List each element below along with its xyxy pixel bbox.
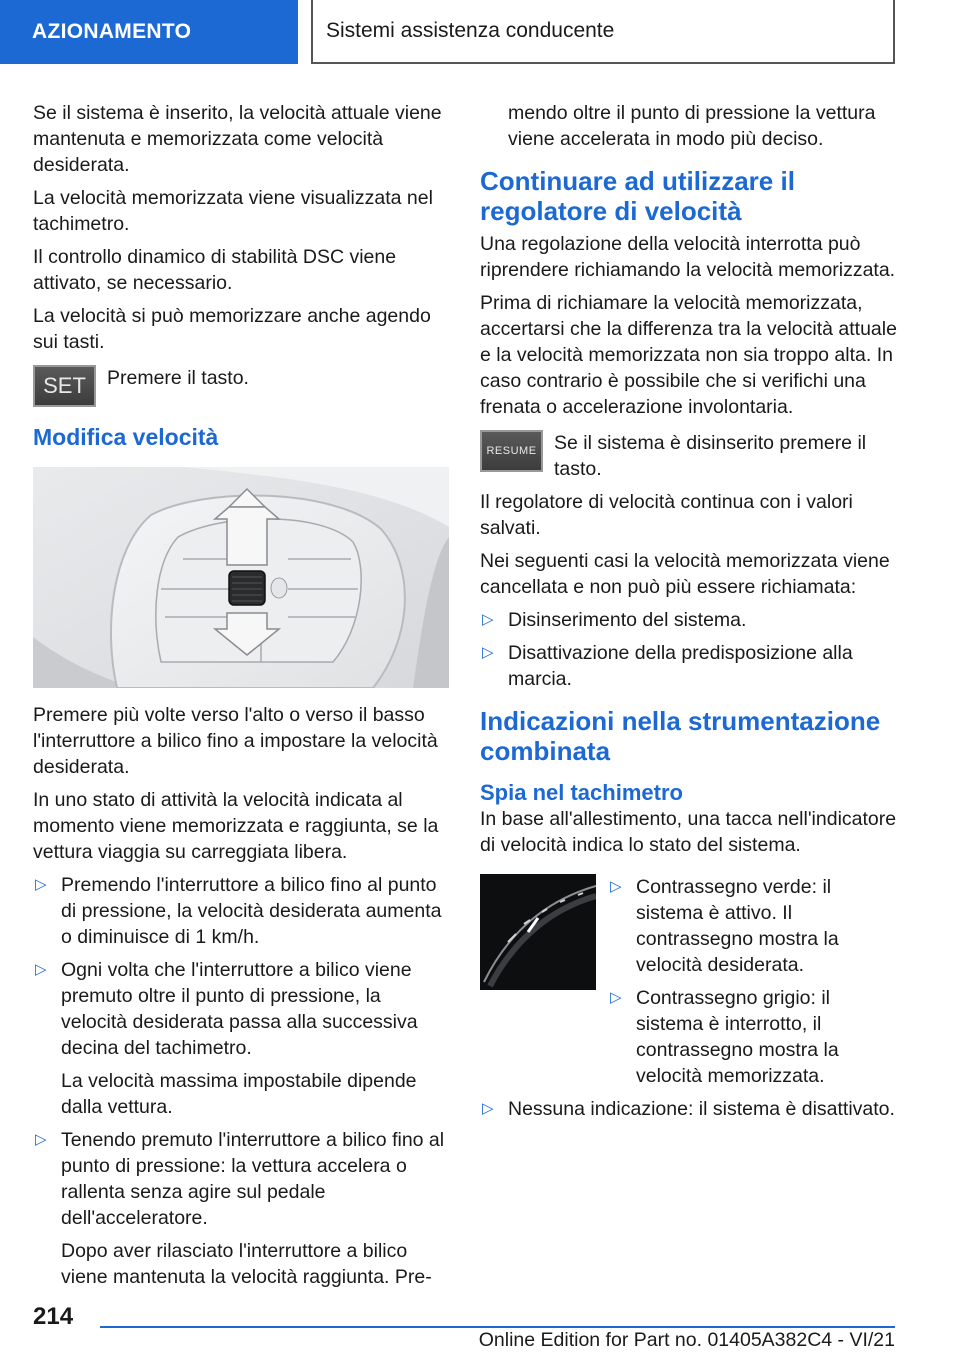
chapter-title: Sistemi assistenza conducente <box>311 0 895 64</box>
triangle-bullet-icon: ▷ <box>610 989 622 1006</box>
set-key-icon: SET <box>33 365 96 407</box>
speedometer-bullets <box>608 874 900 1096</box>
section-tab: AZIONAMENTO <box>0 0 298 64</box>
continued-paragraph: mendo oltre il punto di pressione la vettura viene accelerata in modo più deciso. <box>508 102 876 150</box>
resume-key-text: Se il sistema è disinserito premere il tasto. <box>554 432 867 480</box>
list-item <box>33 1127 449 1290</box>
paragraph: Una regolazione della velocità interrotta può riprendere richiamando la velocità memorizzata. <box>480 233 896 281</box>
list-item <box>33 872 449 950</box>
list-item-note: La velocità massima impostabile dipende dalla vettura. <box>61 1070 417 1118</box>
triangle-bullet-icon: ▷ <box>482 644 494 661</box>
footer-divider <box>100 1326 895 1328</box>
speedometer-row <box>480 874 900 1096</box>
triangle-bullet-icon: ▷ <box>482 1100 494 1117</box>
list-item-text: Tenendo premuto l'interruttore a bilico fino al punto di pressione: la vettura accelera o rallenta senza agire sul pedale dell'acceleratore. <box>61 1129 445 1229</box>
section-heading: Indicazioni nella strumentazione combinata <box>480 706 881 766</box>
paragraph: La velocità si può memorizzare anche agendo sui tasti. <box>33 305 431 353</box>
paragraph: Premere più volte verso l'alto o verso il basso l'interruttore a bilico fino a impostare la velocità desiderata. <box>33 704 438 778</box>
list-item-text: Ogni volta che l'interruttore a bilico viene premuto oltre il punto di pressione, la velocità desiderata passa alla successiva decina del tachimetro. <box>61 959 418 1059</box>
list-item <box>480 640 900 692</box>
page-number: 214 <box>33 1303 74 1330</box>
right-column <box>480 100 900 1129</box>
list-item-text: Contrassegno verde: il sistema è attivo. Il contrassegno mostra la velocità desiderata. <box>636 876 839 976</box>
paragraph: Se il sistema è inserito, la velocità attuale viene mantenuta e memorizzata come velocità desiderata. <box>33 102 442 176</box>
subsection-heading: Spia nel tachimetro <box>480 780 683 805</box>
set-key-text: Premere il tasto. <box>107 367 249 389</box>
paragraph: La velocità memorizzata viene visualizzata nel tachimetro. <box>33 187 433 235</box>
left-column <box>33 100 449 1297</box>
list-item <box>480 607 900 633</box>
speedometer-mark-image <box>480 874 596 990</box>
paragraph: In base all'allestimento, una tacca nell'indicatore di velocità indica lo stato del sistema. <box>480 808 897 856</box>
continued-text <box>480 100 900 152</box>
list-item-text: Contrassegno grigio: il sistema è interrotto, il contrassegno mostra la velocità memorizzata. <box>636 987 839 1087</box>
list-item-text: Premendo l'interruttore a bilico fino al punto di pressione, la velocità desiderata aumenta o diminuisce di 1 km/h. <box>61 874 442 948</box>
paragraph: Il controllo dinamico di stabilità DSC viene attivato, se necessario. <box>33 246 397 294</box>
section-heading: Modifica velocità <box>33 424 219 450</box>
paragraph: In uno stato di attività la velocità indicata al momento viene memorizzata e raggiunta, se la vettura viaggia su carreggiata libera. <box>33 789 439 863</box>
list-item <box>480 1096 900 1122</box>
list-item-text: Disinserimento del sistema. <box>508 609 747 631</box>
triangle-bullet-icon: ▷ <box>482 611 494 628</box>
steering-wheel-rocker-switch-image <box>33 467 449 688</box>
triangle-bullet-icon: ▷ <box>35 1131 47 1148</box>
paragraph: Prima di richiamare la velocità memorizzata, accertarsi che la differenza tra la velocità attuale e la velocità memorizzata non sia troppo alta. In caso contrario è possibile che si verifichi una frenata o accelerazione involontaria. <box>480 292 897 418</box>
resume-key-icon: RESUME <box>480 430 543 472</box>
triangle-bullet-icon: ▷ <box>610 878 622 895</box>
list-item-note: Dopo aver rilasciato l'interruttore a bilico viene mantenuta la velocità raggiunta. Pre- <box>61 1240 432 1288</box>
triangle-bullet-icon: ▷ <box>35 961 47 978</box>
triangle-bullet-icon: ▷ <box>35 876 47 893</box>
set-key-row <box>33 365 449 407</box>
paragraph: Nei seguenti casi la velocità memorizzata viene cancellata e non può più essere richiamata: <box>480 550 890 598</box>
section-heading: Continuare ad utilizzare il regolatore di velocità <box>480 166 795 226</box>
list-item <box>608 985 900 1089</box>
list-item <box>33 957 449 1120</box>
resume-key-row <box>480 430 900 482</box>
list-item-text: Nessuna indicazione: il sistema è disattivato. <box>508 1098 895 1120</box>
list-item-text: Disattivazione della predisposizione alla marcia. <box>508 642 853 690</box>
footer-edition: Online Edition for Part no. 01405A382C4 - VI/21 <box>478 1329 895 1351</box>
list-item <box>608 874 900 978</box>
paragraph: Il regolatore di velocità continua con i valori salvati. <box>480 491 853 539</box>
